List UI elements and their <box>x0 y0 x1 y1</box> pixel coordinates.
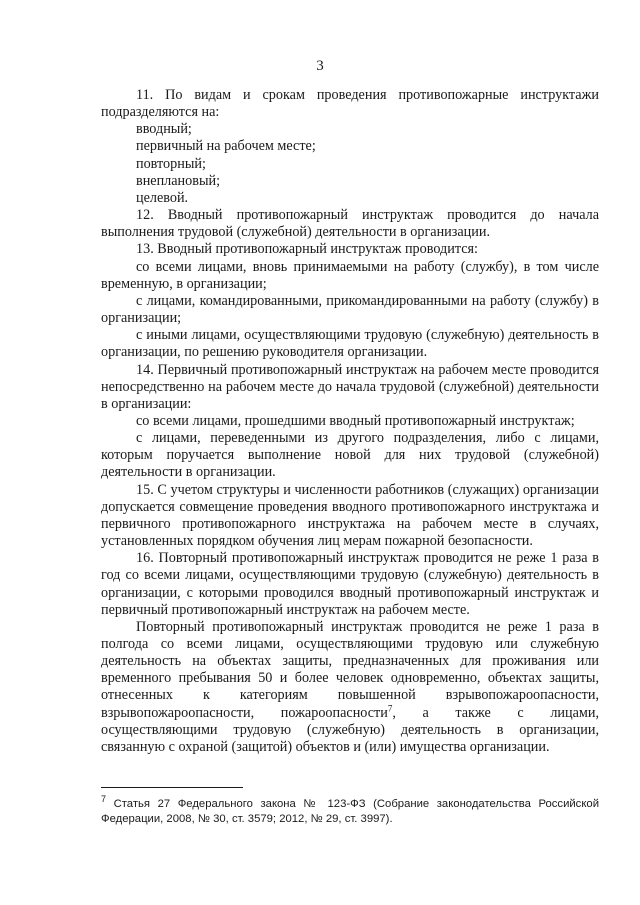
paragraph-14: 14. Первичный противопожарный инструктаж на рабочем месте проводится непосредственно на рабочем месте до начала трудовой (служебной) деятельности в организации: <box>101 361 599 412</box>
list-item: с иными лицами, осуществляющими трудовую (служебную) деятельность в организации, по решению руководителя организации. <box>101 327 599 361</box>
paragraph-13: 13. Вводный противопожарный инструктаж проводится: <box>136 241 478 258</box>
list-item: повторный; <box>136 155 206 172</box>
footnote <box>101 794 599 827</box>
paragraph-15: 15. С учетом структуры и численности работников (служащих) организации допускается совмещение проведения вводного противопожарного инструктажа и первичного противопожарного инструктажа на рабочем месте в случаях, установленных порядком обучения лиц мерам пожарной безопасности. <box>101 481 599 550</box>
paragraph-11: 11. По видам и срокам проведения противопожарные инструктажи подразделяются на: <box>101 87 599 121</box>
list-item: с лицами, переведенными из другого подразделения, либо с лицами, которым поручается выполнение новой для них трудовой (служебной) деятельности в организации. <box>101 430 599 481</box>
paragraph-text: Повторный противопожарный инструктаж проводится не реже 1 раза в полгода со всеми лицами, осуществляющими трудовую или служебную деятельность на объектах защиты, предназначенных для проживания или временного пребывания 50 и более человек одновременно, объектах защиты, отнесенных к категориям повышенной взрывопожароопасности, взрывопожароопасности, пожароопасности <box>101 618 599 721</box>
list-item: со всеми лицами, вновь принимаемыми на работу (службу), в том числе временную, в организации; <box>101 258 599 292</box>
list-item: первичный на рабочем месте; <box>136 138 316 155</box>
list-item: целевой. <box>136 189 189 206</box>
list-item: со всеми лицами, прошедшими вводный противопожарный инструктаж; <box>136 412 575 429</box>
paragraph-text: , а также с лицами, осуществляющими трудовую (служебную) деятельность в организации, связанную с охраной (защитой) объектов и (или) имущества организации. <box>101 704 599 755</box>
paragraph-16-repeat-semiannual <box>101 619 599 756</box>
list-item: внеплановый; <box>136 172 221 189</box>
list-item: с лицами, командированными, прикомандированными на работу (службу) в организации; <box>101 292 599 327</box>
footnote-separator <box>101 787 243 788</box>
footnote-reference: 7 <box>387 702 393 713</box>
document-body <box>101 87 599 756</box>
footnote-marker: 7 <box>101 794 107 805</box>
paragraph-16: 16. Повторный противопожарный инструктаж проводится не реже 1 раза в год со всеми лицами, осуществляющими трудовую (служебную) деятельность в организации, с которыми проводился вводный противопожарный инструктаж и первичный противопожарный инструктаж на рабочем месте. <box>101 550 599 618</box>
page-number: 3 <box>316 58 324 74</box>
list-item: вводный; <box>136 121 192 138</box>
paragraph-12: 12. Вводный противопожарный инструктаж проводится до начала выполнения трудовой (служебной) деятельности в организации. <box>101 207 599 241</box>
footnote-text: Статья 27 Федерального закона № 123-ФЗ (Собрание законодательства Российской Федерации, 2008, № 30, ст. 3579; 2012, № 29, ст. 3997). <box>101 798 599 825</box>
